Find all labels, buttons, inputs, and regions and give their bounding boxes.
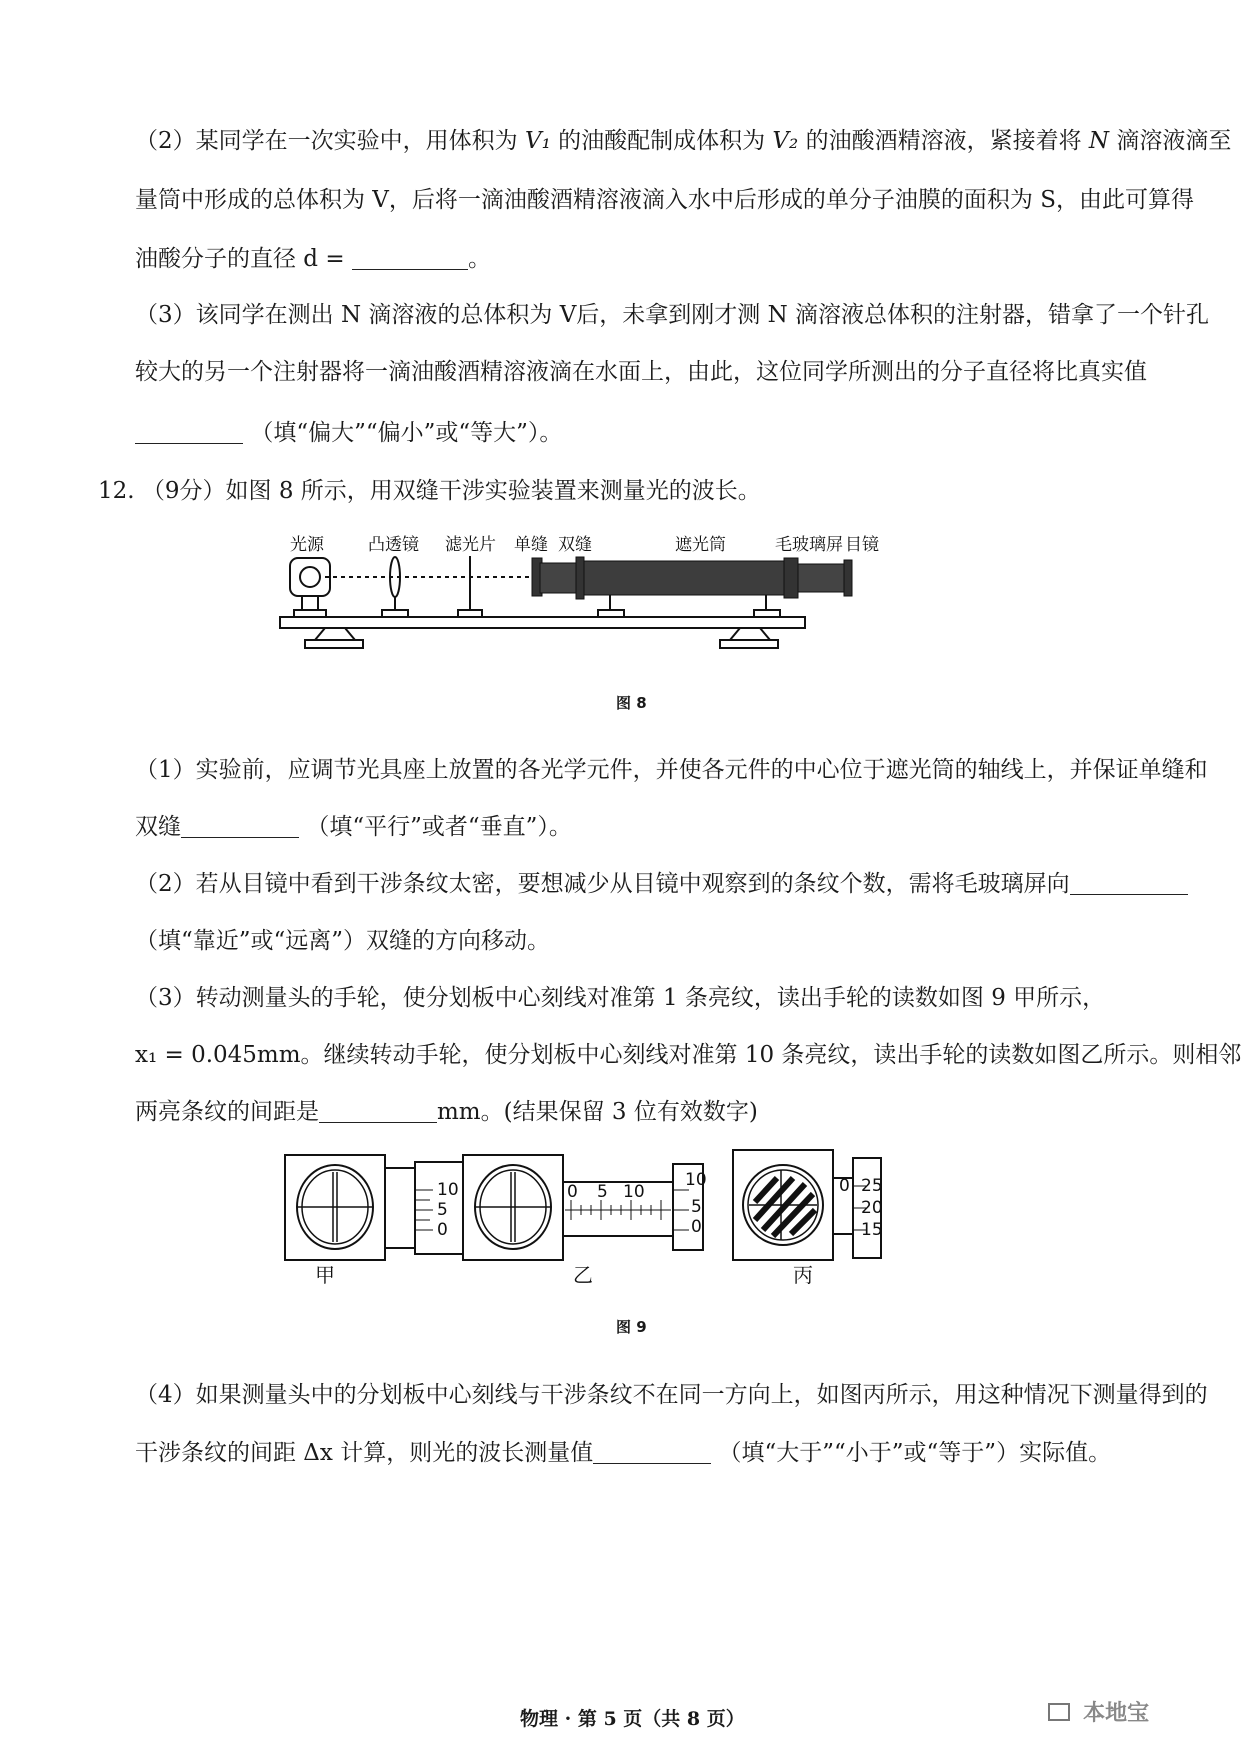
q11-p3-line3: （填“偏大”“偏小”或“等大”）。 bbox=[135, 418, 562, 448]
q12-p2-line1: （2）若从目镜中看到干涉条纹太密，要想减少从目镜中观察到的条纹个数，需将毛玻璃屏向 bbox=[135, 869, 1188, 899]
yi-main-5: 5 bbox=[597, 1182, 608, 1202]
fig9-jia bbox=[285, 1155, 470, 1287]
figure-8-apparatus bbox=[290, 528, 920, 668]
q12-p3-line1: （3）转动测量头的手轮，使分划板中心刻线对准第 1 条亮纹，读出手轮的读数如图 9 甲所示， bbox=[135, 985, 1106, 1011]
answer-blank-spacing[interactable] bbox=[319, 1100, 437, 1123]
answer-blank-direction[interactable] bbox=[1070, 872, 1188, 895]
jia-scale-0: 0 bbox=[437, 1220, 448, 1240]
watermark: 本地宝 bbox=[1048, 1696, 1223, 1736]
optical-bench bbox=[280, 617, 805, 648]
q11-p2-line1: （2）某同学在一次实验中，用体积为 V₁ 的油酸配制成体积为 V₂ 的油酸酒精溶液，紧接着将 N 滴溶液滴至 bbox=[135, 128, 1232, 154]
label-ground-glass: 毛玻璃屏 bbox=[775, 535, 843, 555]
answer-blank-wavelength[interactable] bbox=[593, 1441, 711, 1464]
jia-label: 甲 bbox=[315, 1263, 335, 1287]
yi-scale-10: 10 bbox=[685, 1170, 707, 1190]
watermark-logo-icon bbox=[1048, 1703, 1070, 1721]
bing-scale-25: 25 bbox=[861, 1176, 883, 1196]
q12-p3-line2: x₁ = 0.045mm。继续转动手轮，使分划板中心刻线对准第 10 条亮纹，读出手轮的读数如图乙所示。则相邻 bbox=[135, 1042, 1241, 1068]
figure-8-caption: 图 8 bbox=[616, 694, 647, 712]
yi-scale-0: 0 bbox=[691, 1217, 702, 1237]
label-convex-lens: 凸透镜 bbox=[368, 535, 419, 555]
q12-p3-line3: 两亮条纹的间距是 mm。(结果保留 3 位有效数字) bbox=[135, 1099, 758, 1125]
label-shade-tube: 遮光筒 bbox=[675, 535, 726, 555]
answer-blank-parallel[interactable] bbox=[181, 815, 299, 838]
shade-tube-icon bbox=[532, 557, 852, 617]
yi-label: 乙 bbox=[573, 1263, 593, 1287]
bing-main-0: 0 bbox=[839, 1176, 850, 1196]
fig9-yi bbox=[463, 1155, 707, 1287]
label-double-slit: 双缝 bbox=[558, 535, 592, 555]
q11-p3-line1: （3）该同学在测出 N 滴溶液的总体积为 V后，未拿到刚才测 N 滴溶液总体积的注射器，错拿了一个针孔 bbox=[135, 302, 1210, 328]
label-light-source: 光源 bbox=[290, 535, 324, 555]
q11-p2-line2: 量筒中形成的总体积为 V，后将一滴油酸酒精溶液滴入水中后形成的单分子油膜的面积为 S，由此可算得 bbox=[135, 187, 1194, 213]
q12-p4-line2: 干涉条纹的间距 Δx 计算，则光的波长测量值 （填“大于”“小于”或“等于”）实际值。 bbox=[135, 1440, 1112, 1466]
convex-lens-icon bbox=[382, 557, 408, 617]
yi-main-10: 10 bbox=[623, 1182, 645, 1202]
yi-main-0: 0 bbox=[567, 1182, 578, 1202]
q11-p3-line2: 较大的另一个注射器将一滴油酸酒精溶液滴在水面上，由此，这位同学所测出的分子直径将比真实值 bbox=[135, 359, 1147, 385]
label-filter: 滤光片 bbox=[445, 535, 496, 555]
label-single-slit: 单缝 bbox=[514, 535, 548, 555]
jia-scale-10: 10 bbox=[437, 1180, 459, 1200]
filter-icon bbox=[458, 556, 482, 617]
q12-p1-line2: 双缝 （填“平行”或者“垂直”）。 bbox=[135, 814, 572, 840]
q11-p2-line3: 油酸分子的直径 d = 。 bbox=[135, 246, 491, 272]
bing-scale-20: 20 bbox=[861, 1198, 883, 1218]
q12-p2-line2: （填“靠近”或“远离”）双缝的方向移动。 bbox=[135, 928, 551, 954]
yi-scale-5: 5 bbox=[691, 1197, 702, 1217]
q12-p1-line1: （1）实验前，应调节光具座上放置的各光学元件，并使各元件的中心位于遮光筒的轴线上，并保证单缝和 bbox=[135, 757, 1208, 783]
figure-9-readings bbox=[285, 1150, 985, 1290]
answer-blank-compare[interactable] bbox=[135, 421, 243, 444]
answer-blank-diameter[interactable] bbox=[352, 247, 468, 270]
q12-heading: 12. （9分）如图 8 所示，用双缝干涉实验装置来测量光的波长。 bbox=[98, 478, 761, 504]
light-source-icon bbox=[290, 558, 330, 617]
bing-label: 丙 bbox=[793, 1263, 813, 1287]
page-footer: 物理 · 第 5 页（共 8 页） bbox=[520, 1708, 745, 1730]
jia-scale-5: 5 bbox=[437, 1200, 448, 1220]
bing-scale-15: 15 bbox=[861, 1220, 883, 1240]
q12-p4-line1: （4）如果测量头中的分划板中心刻线与干涉条纹不在同一方向上，如图丙所示，用这种情况下测量得到的 bbox=[135, 1382, 1208, 1408]
figure-9-caption: 图 9 bbox=[616, 1318, 647, 1336]
label-eyepiece: 目镜 bbox=[845, 535, 879, 555]
fig9-bing bbox=[733, 1150, 883, 1287]
